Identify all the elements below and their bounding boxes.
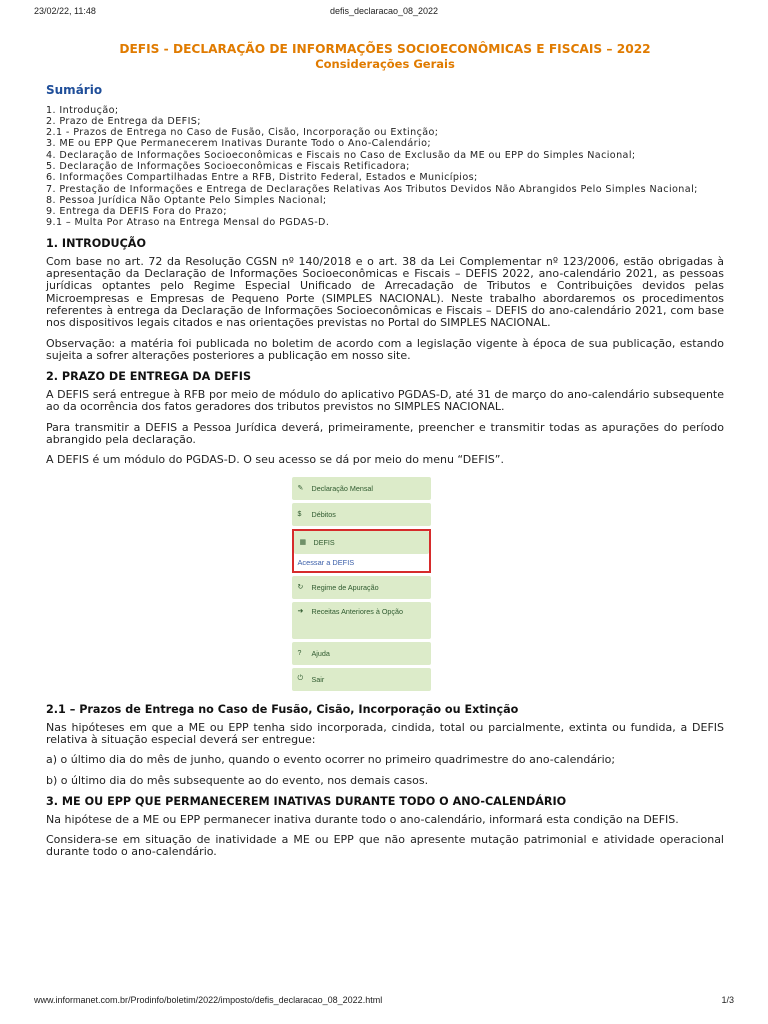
print-title: defis_declaracao_08_2022 bbox=[329, 6, 439, 16]
menu-ajuda[interactable] bbox=[292, 642, 431, 665]
summary-item[interactable]: 2. Prazo de Entrega da DEFIS; bbox=[46, 115, 201, 127]
summary-item[interactable]: 1. Introdução; bbox=[46, 104, 119, 116]
refresh-icon: ↻ bbox=[297, 584, 304, 592]
document-subtitle: Considerações Gerais bbox=[315, 56, 455, 71]
summary-item[interactable]: 7. Prestação de Informações e Entrega de Declarações Relativas Aos Tributos Devidos Não Abrangidos Pelo Simples Nacional; bbox=[46, 183, 698, 195]
menu-defis[interactable] bbox=[294, 531, 429, 554]
inativas-paragraph-2: Considera-se em situação de inatividade a ME ou EPP que não apresente mutação patrimonial e atividade operacional durante todo o ano-calendário. bbox=[46, 833, 724, 859]
menu-declaracao-mensal[interactable] bbox=[292, 477, 431, 500]
summary-item[interactable]: 4. Declaração de Informações Socioeconômicas e Fiscais no Caso de Exclusão da ME ou EPP do Simples Nacional; bbox=[46, 149, 636, 161]
intro-paragraph: Com base no art. 72 da Resolução CGSN nº 140/2018 e o art. 38 da Lei Complementar nº 123/2006, estão obrigadas à apresentação da Declaração de Informações Socioeconômicas e Fiscais – DEFIS 2022, ano-calendário 2021, as pessoas jurídicas optantes pelo Regime Especial Unificado de Arrecadação de Tributos e Contribuições devidos pelas Microempresas e Empresas de Pequeno Porte (SIMPLES NACIONAL). Neste trabalho abordaremos os procedimentos referentes à entrega da Declaração de Informações Socioeconômicas e Fiscais – DEFIS do ano-calendário 2021, com base nos dispositivos legais citados e nas orientações previstas no Portal do SIMPLES NACIONAL. bbox=[46, 254, 724, 330]
acessar-defis-link[interactable]: Acessar a DEFIS bbox=[294, 554, 429, 571]
summary-item[interactable]: 9. Entrega da DEFIS Fora do Prazo; bbox=[46, 206, 227, 218]
summary-item[interactable]: 8. Pessoa Jurídica Não Optante Pelo Simples Nacional; bbox=[46, 194, 327, 206]
summary-item[interactable]: 6. Informações Compartilhadas Entre a RFB, Distrito Federal, Estados e Municípios; bbox=[46, 172, 478, 184]
table-icon: ▦ bbox=[299, 539, 307, 547]
menu-regime-apuracao[interactable] bbox=[292, 576, 431, 599]
print-url: www.informanet.com.br/Prodinfo/boletim/2022/imposto/defis_declaracao_08_2022.html bbox=[34, 995, 383, 1005]
menu-sair[interactable] bbox=[292, 668, 431, 691]
print-footer bbox=[0, 993, 768, 1007]
fusao-paragraph-2: a) o último dia do mês de junho, quando o evento ocorrer no primeiro quadrimestre do ano-calendário; bbox=[46, 753, 616, 767]
prazo-paragraph-1: A DEFIS será entregue à RFB por meio de módulo do aplicativo PGDAS-D, até 31 de março do ano-calendário subsequente ao da ocorrência dos fatos geradores dos tributos previstos no SIMPLES NACIONAL. bbox=[46, 388, 724, 414]
summary-item[interactable]: 5. Declaração de Informações Socioeconômicas e Fiscais Retificadora; bbox=[46, 160, 410, 172]
menu-label: Receitas Anteriores à Opção bbox=[311, 606, 403, 616]
print-datetime: 23/02/22, 11:48 bbox=[34, 6, 96, 16]
pencil-icon: ✎ bbox=[297, 485, 304, 493]
print-header bbox=[0, 4, 768, 18]
pgdas-menu-screenshot bbox=[292, 477, 431, 691]
summary-item[interactable]: 2.1 - Prazos de Entrega no Caso de Fusão, Cisão, Incorporação ou Extinção; bbox=[46, 127, 439, 139]
menu-debitos[interactable] bbox=[292, 503, 431, 526]
section-heading-inativas: 3. ME OU EPP QUE PERMANECEREM INATIVAS DURANTE TODO O ANO-CALENDÁRIO bbox=[46, 794, 567, 808]
defis-highlight-box bbox=[292, 529, 431, 573]
menu-label: Débitos bbox=[311, 509, 336, 519]
prazo-paragraph-2: Para transmitir a DEFIS a Pessoa Jurídica deverá, primeiramente, preencher e transmitir todas as apurações do período abrangido pela declaração. bbox=[46, 420, 724, 447]
fusao-paragraph-3: b) o último dia do mês subsequente ao do evento, nos demais casos. bbox=[46, 773, 429, 787]
document-title: DEFIS - DECLARAÇÃO DE INFORMAÇÕES SOCIOECONÔMICAS E FISCAIS – 2022 bbox=[119, 42, 651, 56]
summary-item[interactable]: 9.1 – Multa Por Atraso na Entrega Mensal do PGDAS-D. bbox=[46, 217, 330, 229]
dollar-icon: $ bbox=[297, 510, 302, 518]
prazo-paragraph-3: A DEFIS é um módulo do PGDAS-D. O seu acesso se dá por meio do menu “DEFIS”. bbox=[46, 453, 504, 467]
menu-label: Sair bbox=[311, 674, 325, 684]
summary-list bbox=[46, 105, 724, 229]
section-heading-prazos-fusao: 2.1 – Prazos de Entrega no Caso de Fusão, Cisão, Incorporação ou Extinção bbox=[46, 702, 519, 716]
menu-label: DEFIS bbox=[313, 537, 335, 547]
menu-label: Regime de Apuração bbox=[311, 582, 379, 592]
summary-heading: Sumário bbox=[46, 82, 103, 97]
question-icon: ? bbox=[297, 649, 302, 657]
document-content bbox=[46, 42, 724, 867]
section-heading-prazo: 2. PRAZO DE ENTREGA DA DEFIS bbox=[46, 370, 252, 384]
arrow-right-icon: ➜ bbox=[297, 607, 304, 615]
summary-item[interactable]: 3. ME ou EPP Que Permanecerem Inativas Durante Todo o Ano-Calendário; bbox=[46, 138, 431, 150]
fusao-paragraph-1: Nas hipóteses em que a ME ou EPP tenha sido incorporada, cindida, total ou parcialmente, extinta ou fundida, a DEFIS relativa à situação especial deverá ser entregue: bbox=[46, 720, 724, 746]
menu-receitas-anteriores[interactable] bbox=[292, 602, 431, 639]
section-heading-introducao: 1. INTRODUÇÃO bbox=[46, 236, 146, 250]
inativas-paragraph-1: Na hipótese de a ME ou EPP permanecer inativa durante todo o ano-calendário, informará esta condição na DEFIS. bbox=[46, 812, 679, 826]
power-icon: ⏻ bbox=[297, 675, 304, 683]
observation-paragraph: Observação: a matéria foi publicada no boletim de acordo com a legislação vigente à época de sua publicação, estando sujeita a sofrer alterações posteriores a publicação em nosso site. bbox=[46, 336, 724, 362]
menu-label: Declaração Mensal bbox=[311, 483, 374, 493]
menu-label: Ajuda bbox=[311, 648, 330, 658]
page-number: 1/3 bbox=[721, 995, 734, 1005]
